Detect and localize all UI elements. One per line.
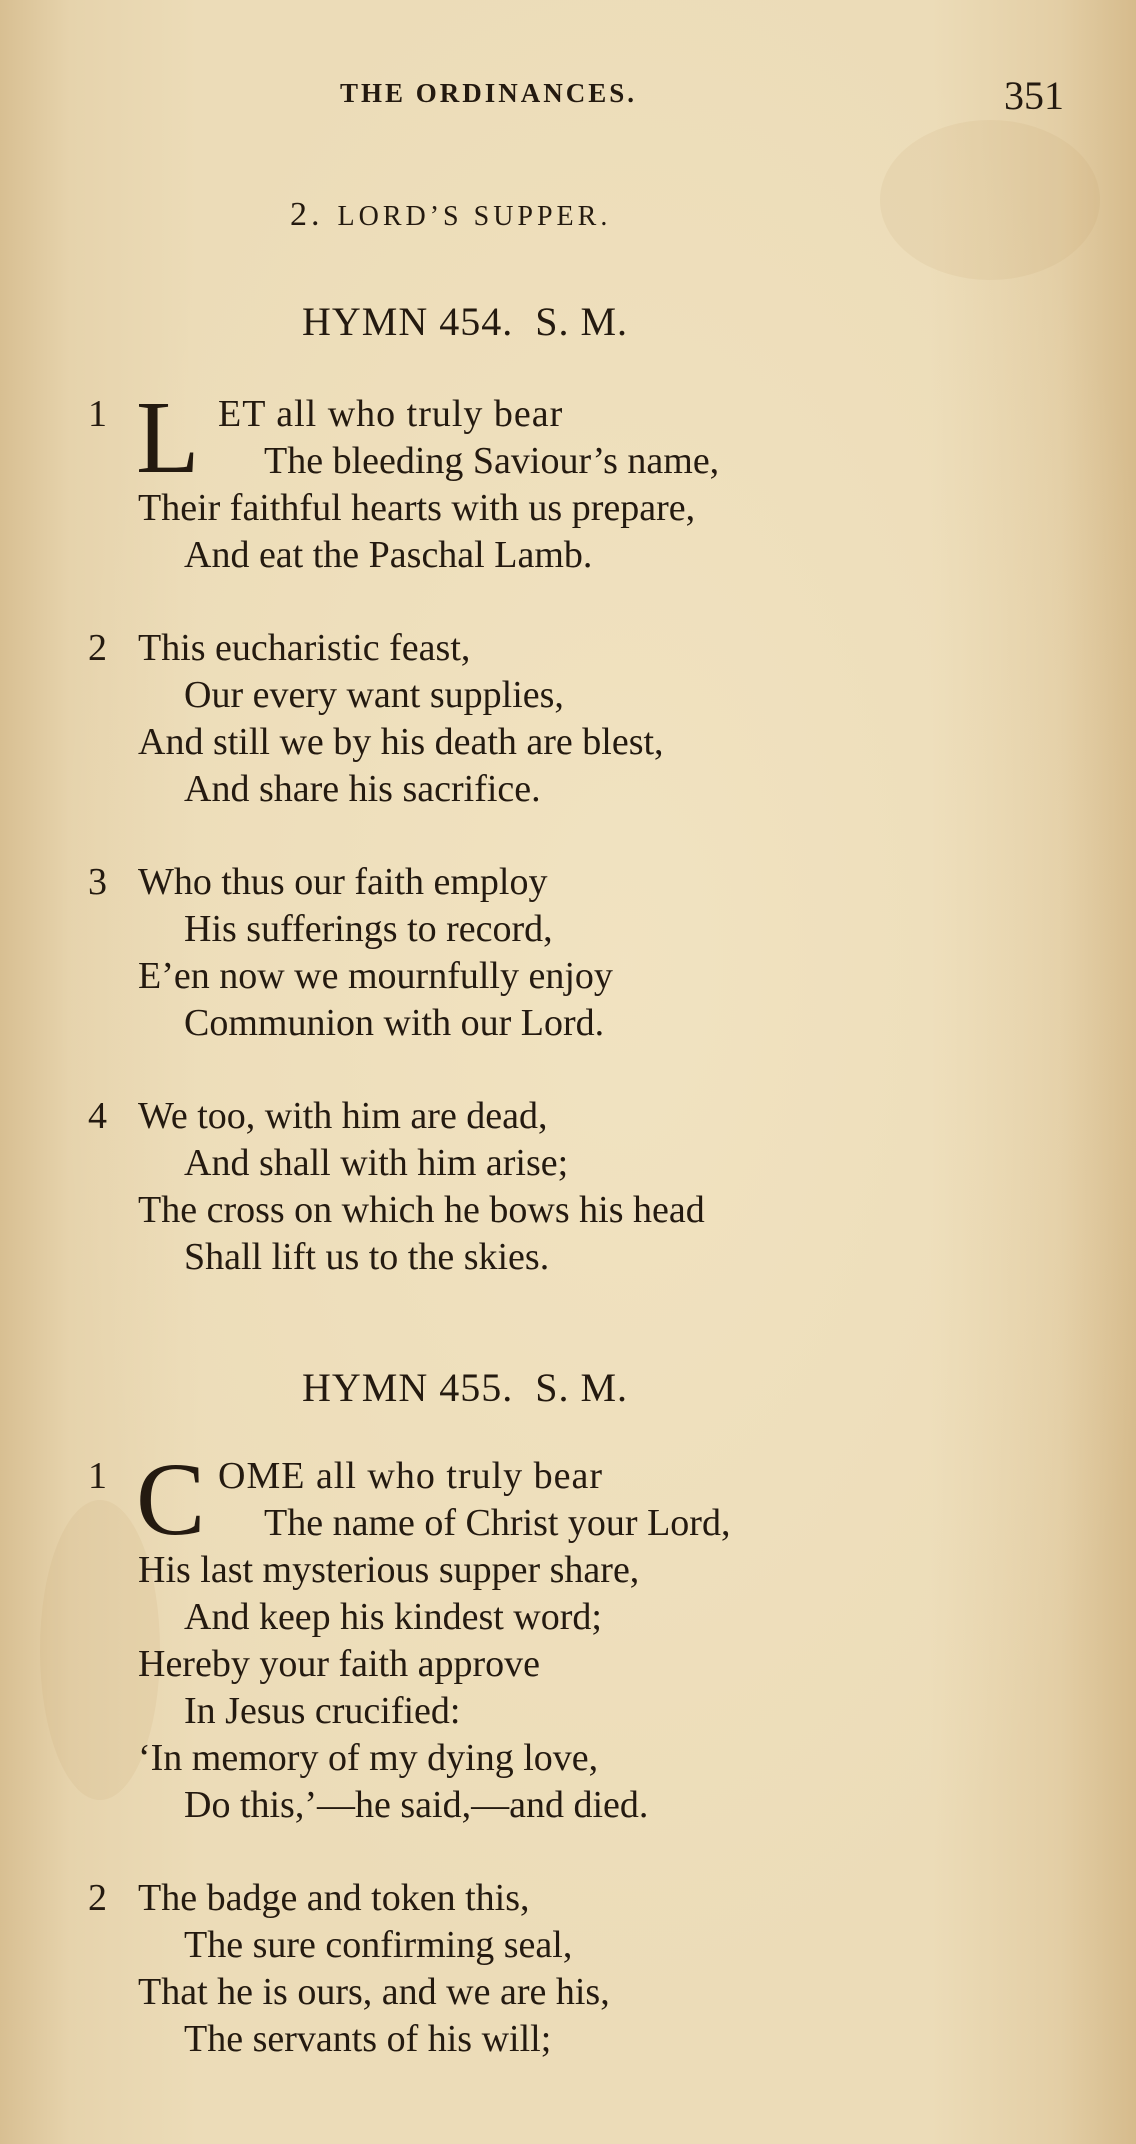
stanza-line: This eucharistic feast, [138, 627, 471, 669]
stanza-line: E’en now we mournfully enjoy [138, 955, 613, 997]
stanza-line: Our every want supplies, [184, 674, 564, 716]
verse-number: 1 [88, 393, 107, 435]
hymn-number: HYMN 455. [302, 1365, 514, 1410]
stanza-line: The bleeding Saviour’s name, [264, 440, 720, 482]
verse-number: 3 [88, 861, 107, 903]
stanza-line: The cross on which he bows his head [138, 1189, 705, 1231]
drop-cap: C [136, 1442, 206, 1557]
stanza-line: In Jesus crucified: [184, 1690, 461, 1732]
stanza-first-line: OME all who truly bear [218, 1455, 604, 1497]
stanza-line: Shall lift us to the skies. [184, 1236, 550, 1278]
stanza-line: His last mysterious supper share, [138, 1549, 640, 1591]
stanza-line: The sure confirming seal, [184, 1924, 573, 1966]
section-number: 2. [290, 196, 324, 233]
stanza-line: The servants of his will; [184, 2018, 552, 2060]
stanza-line: His sufferings to record, [184, 908, 553, 950]
hymn-meter: S. M. [535, 299, 629, 344]
stanza-line: That he is ours, and we are his, [138, 1971, 610, 2013]
hymn-heading [0, 1364, 1136, 1411]
stanza-line: And share his sacrifice. [184, 768, 541, 810]
stanza-line: ‘In memory of my dying love, [138, 1737, 599, 1779]
hymn-meter: S. M. [535, 1365, 629, 1410]
stanza-line: And shall with him arise; [184, 1142, 569, 1184]
section-heading [290, 196, 611, 234]
stanza-line: Who thus our faith employ [138, 861, 548, 903]
stanza-line: Hereby your faith approve [138, 1643, 541, 1685]
drop-cap: L [136, 380, 200, 495]
stanza-line: And keep his kindest word; [184, 1596, 602, 1638]
running-head [0, 73, 1136, 118]
hymn-heading [0, 298, 1136, 345]
paper-stain [880, 120, 1100, 280]
section-title: LORD’S SUPPER. [337, 201, 612, 232]
stanza-line: Their faithful hearts with us prepare, [138, 487, 696, 529]
running-title: THE ORDINANCES. [340, 78, 638, 108]
stanza-line: The badge and token this, [138, 1877, 530, 1919]
stanza-line: And still we by his death are blest, [138, 721, 664, 763]
verse-number: 2 [88, 1877, 107, 1919]
verse-number: 4 [88, 1095, 107, 1137]
stanza-line: Communion with our Lord. [184, 1002, 605, 1044]
stanza-line: The name of Christ your Lord, [264, 1502, 731, 1544]
hymn-number: HYMN 454. [302, 299, 514, 344]
stanza-line: And eat the Paschal Lamb. [184, 534, 593, 576]
verse-number: 1 [88, 1455, 107, 1497]
stanza-line: We too, with him are dead, [138, 1095, 548, 1137]
verse-number: 2 [88, 627, 107, 669]
stanza-first-line: ET all who truly bear [218, 393, 564, 435]
page-number: 351 [1004, 73, 1064, 118]
stanza-line: Do this,’—he said,—and died. [184, 1784, 649, 1826]
